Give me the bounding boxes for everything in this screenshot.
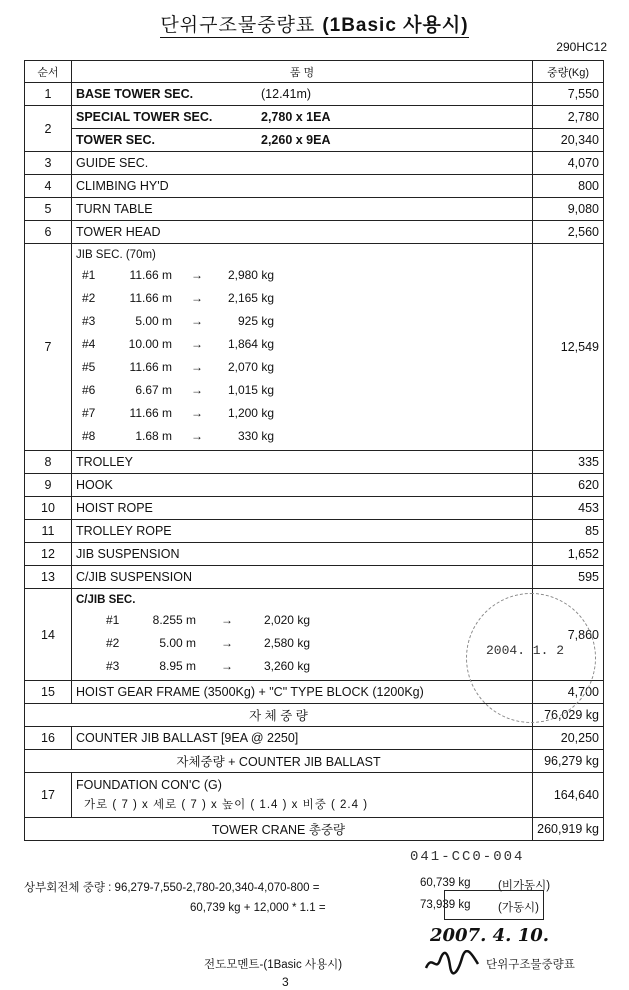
segment-length: 8.255 m xyxy=(152,613,196,627)
row-no: 16 xyxy=(25,727,72,750)
segment-length: 11.66 m xyxy=(129,360,172,374)
header-item: 품 명 xyxy=(72,61,533,83)
arrow-icon: → xyxy=(221,613,233,627)
row-no: 12 xyxy=(25,543,72,566)
segment-weight: 1,200 kg xyxy=(227,406,274,420)
document-title: 전도모멘트-(1Basic 사용시) xyxy=(204,959,343,971)
segment-id: #5 xyxy=(82,360,96,374)
row-weight: 164,640 xyxy=(533,773,604,818)
item-name: FOUNDATION CON'C (G) xyxy=(76,778,222,792)
arrow-icon: → xyxy=(191,314,203,328)
row-item xyxy=(72,83,533,106)
item-name: SPECIAL TOWER SEC. xyxy=(76,110,213,124)
segment-weight: 2,165 kg xyxy=(227,291,274,305)
row-weight: 7,550 xyxy=(533,83,604,106)
segment-weight: 925 kg xyxy=(237,314,274,328)
segment-length: 1.68 m xyxy=(135,429,172,443)
table-row xyxy=(25,727,604,750)
segment-id: #3 xyxy=(106,659,120,673)
row-no: 4 xyxy=(25,175,72,198)
table-row xyxy=(25,520,604,543)
handwritten-date: 2007. 4. 10. xyxy=(430,925,550,946)
row-weight: 4,070 xyxy=(533,152,604,175)
item-name: TOWER HEAD xyxy=(72,221,533,244)
jib-sections xyxy=(72,244,533,451)
jib-segment-list xyxy=(76,264,528,448)
row-no: 8 xyxy=(25,451,72,474)
segment-id: #1 xyxy=(106,613,120,627)
segment-id: #3 xyxy=(82,314,96,328)
item-name: TOWER SEC. xyxy=(76,133,155,147)
row-weight: 4,700 xyxy=(533,681,604,704)
segment-row xyxy=(76,264,528,287)
page-title xyxy=(0,10,629,37)
subtotal-row xyxy=(25,750,604,773)
row-weight: 20,340 xyxy=(533,129,604,152)
arrow-icon: → xyxy=(221,636,233,650)
stamp-date: 2004. 1. 2 xyxy=(486,643,565,658)
total-label: TOWER CRANE 총중량 xyxy=(25,818,533,841)
row-no: 9 xyxy=(25,474,72,497)
segment-row xyxy=(76,287,528,310)
segment-weight: 3,260 kg xyxy=(263,659,310,673)
row-weight: 20,250 xyxy=(533,727,604,750)
table-row xyxy=(25,106,604,129)
operating-result: 73,939 kg xyxy=(420,899,471,911)
segment-weight: 2,070 kg xyxy=(227,360,274,374)
foundation-formula: 가로 ( 7 ) x 세로 ( 7 ) x 높이 ( 1.4 ) x 비중 ( 2.4 ) xyxy=(84,799,369,811)
segment-length: 11.66 m xyxy=(129,406,172,420)
row-no: 7 xyxy=(25,244,72,451)
row-weight: 2,780 xyxy=(533,106,604,129)
segment-id: #2 xyxy=(106,636,120,650)
row-weight: 9,080 xyxy=(533,198,604,221)
segment-row xyxy=(76,655,528,678)
row-item xyxy=(72,129,533,152)
table-row xyxy=(25,474,604,497)
segment-row xyxy=(76,379,528,402)
header-weight: 중량(Kg) xyxy=(533,61,604,83)
arrow-icon: → xyxy=(221,659,233,673)
item-name: GUIDE SEC. xyxy=(72,152,533,175)
model-code: 290HC12 xyxy=(556,40,607,54)
upper-weight-result: 60,739 kg xyxy=(420,877,471,889)
segment-row xyxy=(76,632,528,655)
segment-id: #6 xyxy=(82,383,96,397)
item-spec: (12.41m) xyxy=(261,87,312,101)
row-weight: 800 xyxy=(533,175,604,198)
item-spec: 2,260 x 9EA xyxy=(261,133,331,147)
arrow-icon: → xyxy=(191,383,203,397)
item-name: HOIST ROPE xyxy=(72,497,533,520)
cjib-segment-list xyxy=(76,609,528,678)
subtotal-weight: 76,029 kg xyxy=(533,704,604,727)
row-no: 2 xyxy=(25,106,72,152)
approval-box xyxy=(444,890,544,920)
table-row xyxy=(25,83,604,106)
row-weight: 85 xyxy=(533,520,604,543)
segment-weight: 1,015 kg xyxy=(227,383,274,397)
row-no: 10 xyxy=(25,497,72,520)
total-row xyxy=(25,818,604,841)
row-weight: 7,860 xyxy=(533,589,604,681)
segment-length: 10.00 m xyxy=(128,337,172,351)
item-name: JIB SEC. (70m) xyxy=(76,249,156,261)
row-no: 6 xyxy=(25,221,72,244)
row-weight: 2,560 xyxy=(533,221,604,244)
item-name: CLIMBING HY'D xyxy=(72,175,533,198)
row-no: 13 xyxy=(25,566,72,589)
item-name: HOOK xyxy=(72,474,533,497)
table-row xyxy=(25,451,604,474)
row-no: 5 xyxy=(25,198,72,221)
table-row xyxy=(25,543,604,566)
operating-note: (가동시) xyxy=(498,902,539,914)
segment-weight: 2,980 kg xyxy=(227,268,274,282)
item-spec: 2,780 x 1EA xyxy=(261,110,331,124)
table-row xyxy=(25,773,604,818)
row-no: 17 xyxy=(25,773,72,818)
segment-length: 8.95 m xyxy=(159,659,196,673)
arrow-icon: → xyxy=(191,429,203,443)
table-row xyxy=(25,198,604,221)
row-no: 11 xyxy=(25,520,72,543)
right-caption: 단위구조물중량표 xyxy=(486,959,575,971)
segment-length: 5.00 m xyxy=(159,636,196,650)
upper-weight-note: (비가동시) xyxy=(498,880,551,892)
arrow-icon: → xyxy=(191,360,203,374)
item-name: C/JIB SUSPENSION xyxy=(72,566,533,589)
table-row xyxy=(25,244,604,451)
segment-length: 11.66 m xyxy=(129,291,172,305)
table-row xyxy=(25,152,604,175)
row-weight: 620 xyxy=(533,474,604,497)
segment-id: #8 xyxy=(82,429,96,443)
segment-id: #2 xyxy=(82,291,96,305)
item-name: TROLLEY xyxy=(72,451,533,474)
segment-row xyxy=(76,609,528,632)
subtotal-weight: 96,279 kg xyxy=(533,750,604,773)
item-name: JIB SUSPENSION xyxy=(72,543,533,566)
row-no: 3 xyxy=(25,152,72,175)
segment-length: 5.00 m xyxy=(135,314,172,328)
row-no: 1 xyxy=(25,83,72,106)
item-name: C/JIB SEC. xyxy=(76,594,136,606)
header-no: 순서 xyxy=(25,61,72,83)
segment-weight: 330 kg xyxy=(237,429,274,443)
row-item xyxy=(72,106,533,129)
upper-weight-label: 상부회전체 중량 : 96,279-7,550-2,780-20,340-4,070-800 = xyxy=(24,882,320,894)
stamp-id: 041-CC0-004 xyxy=(410,849,525,865)
row-weight: 335 xyxy=(533,451,604,474)
signature xyxy=(424,950,480,970)
foundation-item xyxy=(72,773,533,818)
arrow-icon: → xyxy=(191,268,203,282)
table-row xyxy=(25,129,604,152)
round-stamp xyxy=(466,593,596,723)
table-row xyxy=(25,221,604,244)
segment-id: #4 xyxy=(82,337,96,351)
arrow-icon: → xyxy=(191,406,203,420)
segment-row xyxy=(76,310,528,333)
segment-length: 6.67 m xyxy=(135,383,172,397)
row-weight: 453 xyxy=(533,497,604,520)
table-row xyxy=(25,566,604,589)
segment-weight: 2,020 kg xyxy=(263,613,310,627)
segment-row xyxy=(76,402,528,425)
item-name: HOIST GEAR FRAME (3500Kg) + "C" TYPE BLOCK (1200Kg) xyxy=(72,681,533,704)
segment-row xyxy=(76,425,528,448)
segment-id: #1 xyxy=(82,268,96,282)
item-name: BASE TOWER SEC. xyxy=(76,87,194,101)
weight-table xyxy=(24,60,604,841)
arrow-icon: → xyxy=(191,291,203,305)
segment-id: #7 xyxy=(82,406,96,420)
row-no: 15 xyxy=(25,681,72,704)
table-row xyxy=(25,497,604,520)
segment-length: 11.66 m xyxy=(129,268,172,282)
row-weight: 12,549 xyxy=(533,244,604,451)
table-row xyxy=(25,175,604,198)
subtotal-label: 자 체 중 량 xyxy=(25,704,533,727)
subtotal-label: 자체중량 + COUNTER JIB BALLAST xyxy=(25,750,533,773)
row-weight: 1,652 xyxy=(533,543,604,566)
cjib-sections xyxy=(72,589,533,681)
item-name: COUNTER JIB BALLAST [9EA @ 2250] xyxy=(72,727,533,750)
arrow-icon: → xyxy=(191,337,203,351)
segment-row xyxy=(76,356,528,379)
header-row xyxy=(25,61,604,83)
page-number: 3 xyxy=(282,975,289,989)
title-main: 단위구조물중량표 xyxy=(160,14,316,36)
title-paren: (1Basic 사용시) xyxy=(322,15,469,36)
segment-weight: 2,580 kg xyxy=(263,636,310,650)
segment-row xyxy=(76,333,528,356)
row-weight: 595 xyxy=(533,566,604,589)
operating-formula: 60,739 kg + 12,000 * 1.1 = xyxy=(190,902,326,914)
total-weight: 260,919 kg xyxy=(533,818,604,841)
item-name: TROLLEY ROPE xyxy=(72,520,533,543)
item-name: TURN TABLE xyxy=(72,198,533,221)
segment-weight: 1,864 kg xyxy=(227,337,274,351)
row-no: 14 xyxy=(25,589,72,681)
